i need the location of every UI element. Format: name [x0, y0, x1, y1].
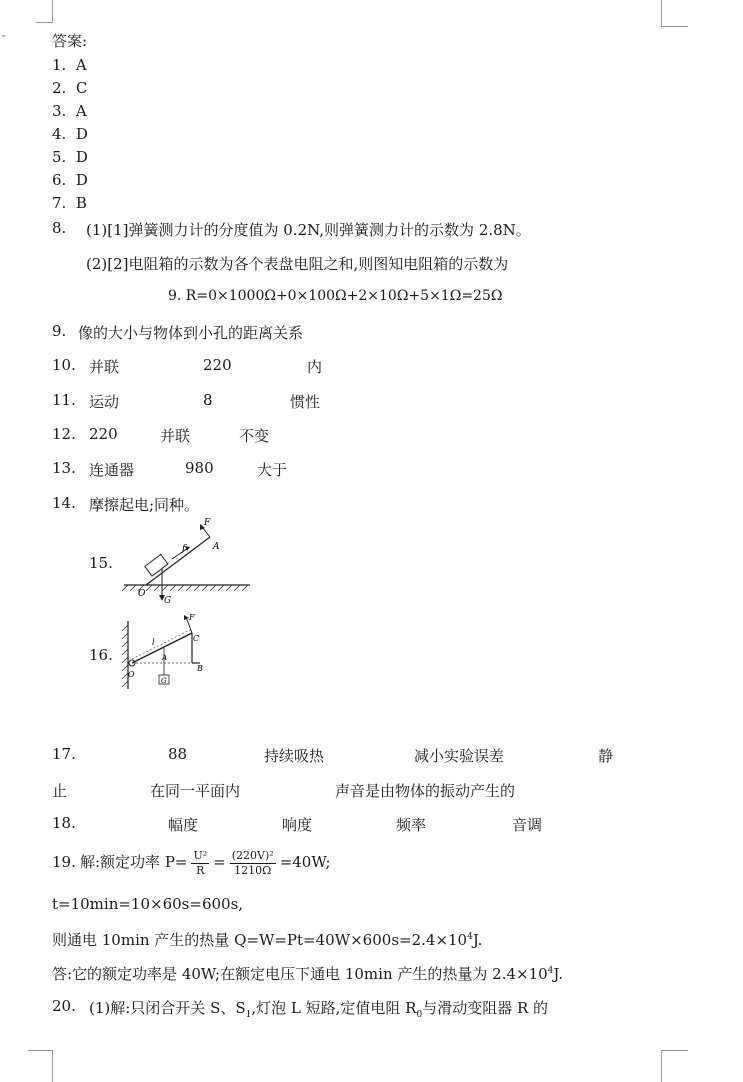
q17-answer-d-part1: 静 — [598, 747, 614, 765]
q13-answer-b: 980 — [185, 459, 214, 477]
choice-item-2: 2. C — [52, 79, 88, 97]
choice-item-6: 6. D — [52, 171, 88, 189]
q19-line3: 则通电 10min 产生的热量 $Q=W=Pt=40W\times 600s=2.4\times 10^4J$. — [52, 931, 483, 949]
q8-number: 8. — [52, 219, 67, 237]
q10-answer-a: 并联 — [89, 358, 120, 376]
q16-lever-diagram — [118, 613, 208, 693]
q9-number: 9. — [52, 322, 67, 340]
q8-line1: (1)[1]弹簧测力计的分度值为 0.2N,则弹簧测力计的示数为 2.8N。 — [86, 221, 531, 239]
q11-answer-a: 运动 — [89, 393, 120, 411]
q18-answer-b: 响度 — [282, 816, 313, 834]
q16-label-B: B — [197, 664, 203, 673]
answer-heading: 答案: — [52, 32, 88, 50]
q20-text: (1)解:只闭合开关 S、$S_1$,灯泡 L 短路,定值电阻 $R_0$与滑动变阻器 R 的 — [89, 999, 549, 1020]
q11-number: 11. — [52, 391, 76, 409]
q15-label-G: G — [164, 596, 172, 605]
q19-line2: t=10min=10×60s=600s, — [52, 895, 244, 913]
margin-caret-icon: ⌄ — [0, 30, 8, 40]
choice-item-7: 7. B — [52, 194, 87, 212]
crop-mark-bottom-right — [661, 1050, 688, 1082]
q18-answer-d: 音调 — [512, 816, 543, 834]
q16-label-l: l — [152, 638, 155, 647]
q14-text: 摩擦起电;同种。 — [89, 496, 200, 514]
q15-label-O: O — [138, 589, 146, 599]
crop-mark-bottom-left — [28, 1050, 53, 1082]
choice-list — [52, 54, 88, 215]
q15-number: 15. — [89, 554, 113, 572]
q17-answer-d-part2: 止 — [52, 782, 68, 800]
q17-answer-a: 88 — [168, 745, 188, 763]
choice-item-5: 5. D — [52, 148, 88, 166]
q12-number: 12. — [52, 425, 76, 443]
q13-number: 13. — [52, 459, 76, 477]
q16-number: 16. — [89, 646, 113, 664]
q17-number: 17. — [52, 745, 76, 763]
q10-number: 10. — [52, 356, 76, 374]
q17-answer-b: 持续吸热 — [264, 747, 325, 765]
q11-answer-b: 8 — [203, 391, 213, 409]
q9-text: 像的大小与物体到小孔的距离关系 — [78, 324, 304, 342]
q18-number: 18. — [52, 814, 76, 832]
q11-answer-c: 惯性 — [290, 393, 321, 411]
q10-answer-b: 220 — [203, 356, 232, 374]
q12-answer-c: 不变 — [239, 427, 270, 445]
q15-incline-diagram — [118, 515, 253, 605]
q18-answer-a: 幅度 — [168, 816, 199, 834]
crop-mark-top-right — [661, 0, 688, 27]
q13-answer-c: 大于 — [257, 461, 288, 479]
q19-fraction-2: $\frac{\text{(220V)²}}{1210\Omega}$ — [231, 848, 274, 877]
q19-prefix: 解:额定功率 P= — [80, 853, 188, 871]
q13-answer-a: 连通器 — [89, 461, 135, 479]
q19-equals: = — [213, 853, 226, 871]
q12-answer-a: 220 — [89, 425, 118, 443]
q12-answer-b: 并联 — [160, 427, 191, 445]
q19-result: =40W; — [279, 853, 331, 871]
q19-line4: 答:它的额定功率是 40W;在额定电压下通电 10min 产生的热量为 $2.4\times 10^4J$. — [52, 965, 564, 983]
choice-item-4: 4. D — [52, 125, 88, 143]
q17-answer-e: 在同一平面内 — [150, 782, 241, 800]
q19-formula — [80, 845, 331, 879]
q14-number: 14. — [52, 494, 76, 512]
q18-answer-c: 频率 — [396, 816, 427, 834]
crop-mark-top-left — [36, 0, 53, 23]
q17-answer-c: 减小实验误差 — [414, 747, 505, 765]
q15-label-A: A — [213, 542, 220, 552]
q16-label-F: F — [189, 613, 195, 622]
q16-label-C: C — [193, 634, 200, 643]
q16-label-O: O — [128, 670, 135, 679]
q10-answer-c: 内 — [307, 358, 323, 376]
q19-number: 19. — [52, 853, 76, 871]
q8-line3: 9. R=0×1000Ω+0×100Ω+2×10Ω+5×1Ω=25Ω — [168, 288, 503, 304]
q20-number: 20. — [52, 997, 76, 1015]
q15-label-F: F — [204, 518, 211, 528]
q8-line2: (2)[2]电阻箱的示数为各个表盘电阻之和,则图知电阻箱的示数为 — [86, 255, 509, 273]
q16-label-A: A — [162, 654, 168, 662]
q15-label-f: f — [182, 544, 186, 554]
q17-answer-f: 声音是由物体的振动产生的 — [335, 782, 516, 800]
q16-label-G: G — [161, 677, 167, 685]
choice-item-3: 3. A — [52, 102, 87, 120]
q19-fraction-1: $\frac{\text{U²}}{R}$ — [193, 848, 208, 877]
choice-item-1: 1. A — [52, 56, 87, 74]
